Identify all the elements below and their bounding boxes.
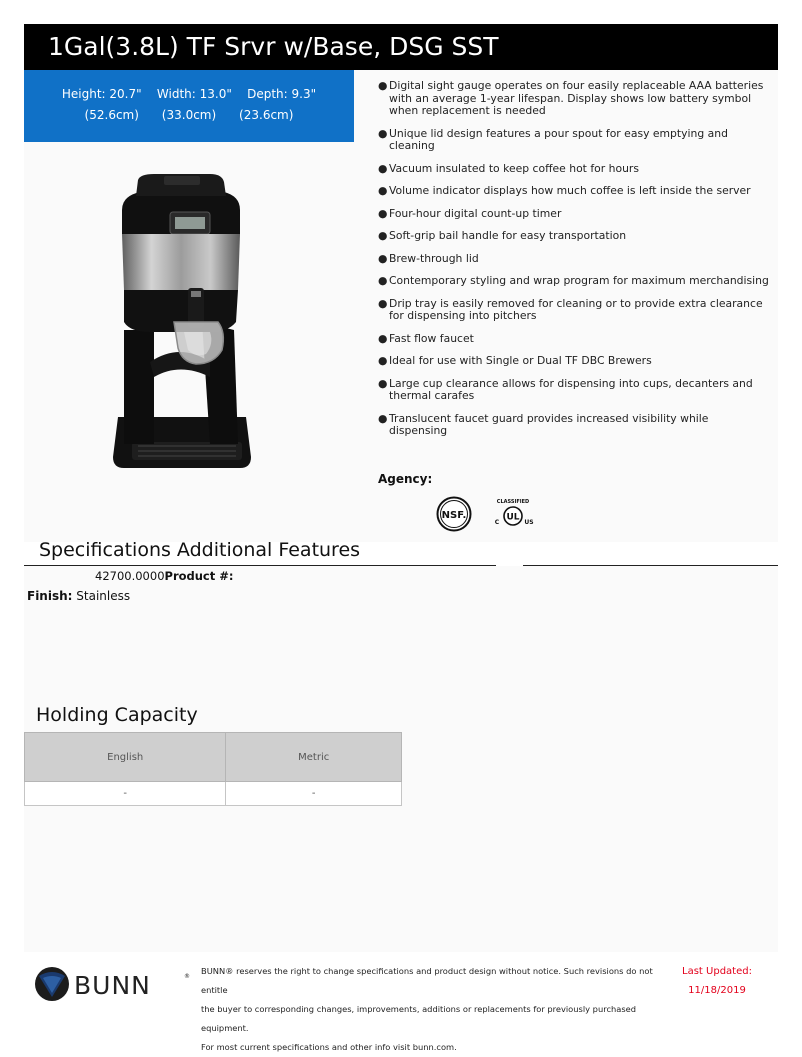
dimensions-metric: (52.6cm) (33.0cm) (23.6cm) — [84, 108, 294, 122]
bullet-icon: ● — [378, 161, 388, 175]
bullet-icon: ● — [378, 251, 388, 265]
table-cell-metric: - — [226, 782, 402, 806]
bullet-icon: ● — [378, 354, 388, 367]
last-updated-label: Last Updated: — [682, 966, 752, 977]
ul-c-text: C — [494, 519, 500, 526]
footer-disclaimer — [201, 962, 681, 1057]
holding-capacity-heading: Holding Capacity — [36, 704, 198, 726]
feature-text: Contemporary styling and wrap program for maximum merchandising — [389, 274, 769, 287]
bunn-logo — [34, 964, 192, 1004]
ul-classified-logo-icon — [492, 496, 534, 530]
product-number-value: 42700.0000 — [95, 569, 165, 583]
feature-text: Soft-grip bail handle for easy transportation — [389, 229, 627, 242]
feature-text: Large cup clearance allows for dispensing into cups, decanters and thermal carafes — [389, 376, 753, 402]
bullet-icon: ● — [378, 126, 388, 140]
ul-text: UL — [506, 512, 520, 523]
feature-item — [378, 355, 770, 368]
feature-text: Fast flow faucet — [389, 331, 474, 345]
bullet-icon: ● — [378, 206, 388, 220]
last-updated-date: 11/18/2019 — [688, 985, 746, 996]
feature-text: Volume indicator displays how much coffee is left inside the server — [389, 184, 751, 197]
feature-text: Drip tray is easily removed for cleaning or to provide extra clearance for dispensing into pitchers — [389, 296, 763, 322]
bullet-icon: ● — [378, 229, 388, 242]
disclaimer-line: BUNN® reserves the right to change specifications and product design without notice. Such revisions do not entitle — [201, 966, 653, 995]
feature-item — [378, 413, 770, 438]
ul-us-text: US — [524, 519, 534, 526]
feature-item — [378, 275, 770, 288]
feature-item — [378, 128, 770, 153]
finish-value: Stainless — [76, 589, 131, 603]
disclaimer-line: the buyer to corresponding changes, improvements, additions or replacements for previously purchased equipment. — [201, 1004, 637, 1033]
title-bar — [24, 24, 778, 70]
feature-text: Translucent faucet guard provides increased visibility while dispensing — [389, 411, 709, 437]
table-row — [25, 782, 402, 806]
column-header-metric: Metric — [226, 733, 402, 782]
feature-item — [378, 378, 770, 403]
agency-label: Agency: — [378, 472, 433, 486]
feature-item — [378, 80, 770, 118]
feature-item — [378, 208, 770, 221]
bullet-icon: ● — [378, 331, 388, 345]
bullet-icon: ● — [378, 376, 388, 390]
bullet-icon: ● — [378, 184, 388, 197]
bullet-icon: ● — [378, 411, 388, 425]
feature-item — [378, 298, 770, 323]
nsf-logo-icon — [436, 496, 472, 532]
bullet-icon: ● — [378, 79, 388, 92]
feature-item — [378, 333, 770, 346]
feature-text: Brew-through lid — [389, 251, 479, 265]
finish-label: Finish: — [27, 589, 73, 603]
nsf-logo-text: NSF. — [441, 510, 467, 521]
ul-classified-text: CLASSIFIED — [496, 499, 530, 505]
bunn-logo-text: BUNN — [74, 971, 151, 1000]
table-cell-english: - — [25, 782, 226, 806]
feature-item — [378, 230, 770, 243]
product-image — [110, 172, 255, 477]
table-header-row — [25, 733, 402, 782]
last-updated — [680, 962, 754, 1000]
feature-item — [378, 253, 770, 266]
feature-item — [378, 163, 770, 176]
feature-text: Ideal for use with Single or Dual TF DBC Brewers — [389, 354, 652, 367]
feature-item — [378, 185, 770, 198]
product-number-row — [95, 569, 234, 583]
feature-text: Digital sight gauge operates on four easily replaceable AAA batteries with an average 1-year lifespan. Display shows low battery symbol when replacement is needed — [389, 79, 764, 117]
disclaimer-line: For most current specifications and other info visit bunn.com. — [201, 1042, 457, 1052]
finish-row — [27, 589, 130, 603]
specifications-heading: Specifications Additional Features — [39, 539, 361, 561]
bullet-icon: ● — [378, 274, 388, 287]
page-title: 1Gal(3.8L) TF Srvr w/Base, DSG SST — [48, 32, 499, 61]
specifications-divider — [24, 565, 496, 566]
feature-list — [378, 80, 770, 448]
bullet-icon: ● — [378, 296, 388, 310]
dimensions-imperial: Height: 20.7" Width: 13.0" Depth: 9.3" — [61, 87, 317, 101]
feature-text: Four-hour digital count-up timer — [389, 206, 562, 220]
bunn-registered-mark: ® — [184, 973, 190, 980]
feature-text: Unique lid design features a pour spout for easy emptying and cleaning — [389, 126, 728, 152]
holding-capacity-table — [24, 732, 402, 806]
product-number-label: Product #: — [164, 569, 234, 583]
column-header-english: English — [25, 733, 226, 782]
dimensions-box — [24, 70, 354, 142]
additional-features-divider — [523, 565, 778, 566]
feature-text: Vacuum insulated to keep coffee hot for hours — [389, 161, 639, 175]
